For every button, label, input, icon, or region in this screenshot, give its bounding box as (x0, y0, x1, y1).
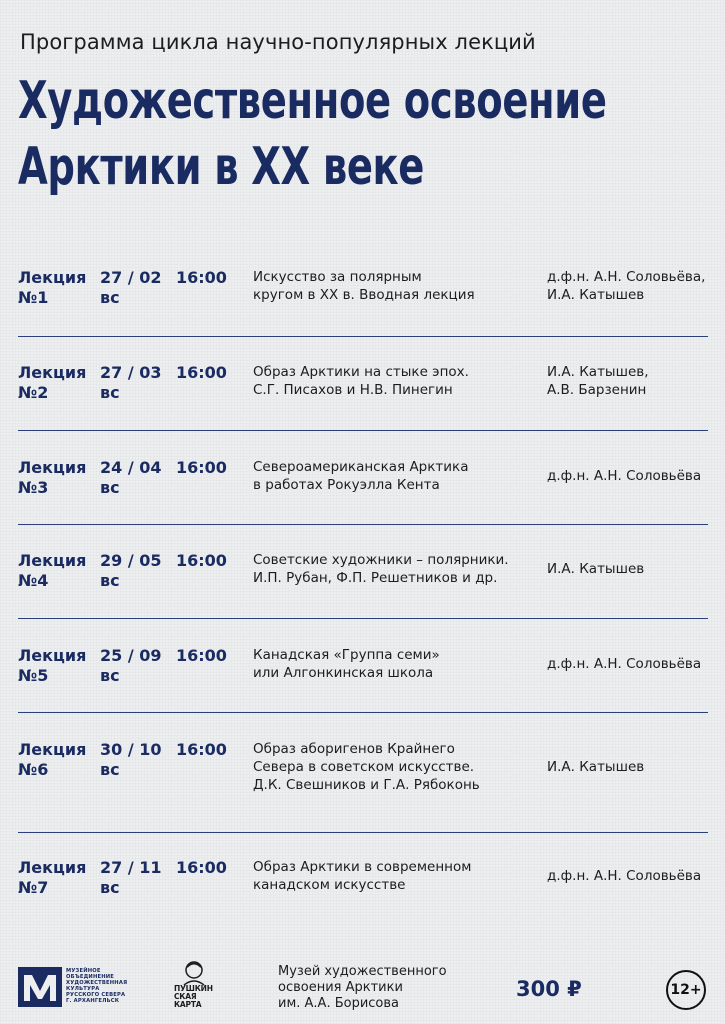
lecture-number (18, 458, 86, 498)
lecture-topic-line: в работах Рокуэлла Кента (253, 477, 440, 493)
lecture-date (100, 740, 162, 780)
divider (18, 336, 708, 337)
divider (18, 430, 708, 431)
page-title (18, 68, 669, 200)
pushkin-text-line: СКАЯ (174, 992, 197, 1001)
museum-name (278, 964, 447, 1012)
divider (18, 618, 708, 619)
lecture-speaker-line: д.ф.н. А.Н. Соловьёва, (547, 269, 706, 285)
lecture-index: №2 (18, 383, 49, 402)
lecture-speaker (547, 363, 712, 399)
logo-text-line: РУССКОГО СЕВЕРА (66, 992, 126, 998)
lecture-index: №7 (18, 878, 49, 897)
logo-text-line: ОБЪЕДИНЕНИЕ (66, 974, 115, 980)
lecture-number (18, 646, 86, 686)
lecture-date (100, 646, 162, 686)
logo-text-line: ХУДОЖЕСТВЕННАЯ (66, 980, 128, 986)
lecture-date (100, 458, 162, 498)
lecture-weekday: вс (100, 760, 120, 779)
lecture-topic-line: И.П. Рубан, Ф.П. Решетников и др. (253, 570, 498, 586)
lecture-index: №6 (18, 760, 49, 779)
lecture-topic-line: Искусство за полярным (253, 269, 422, 285)
lecture-weekday: вс (100, 478, 120, 497)
lecture-index: №1 (18, 288, 49, 307)
lecture-speaker-line: И.А. Катышев (547, 561, 645, 577)
lecture-time: 16:00 (176, 646, 227, 665)
lecture-index: №4 (18, 571, 49, 590)
lecture-time: 16:00 (176, 740, 227, 759)
lecture-weekday: вс (100, 878, 120, 897)
lecture-topic-line: Канадская «Группа семи» (253, 647, 440, 663)
lecture-label: Лекция (18, 363, 87, 382)
lecture-date-value: 27 / 02 (100, 268, 162, 287)
lecture-label: Лекция (18, 646, 87, 665)
logo-text-line: КУЛЬТУРА (66, 986, 100, 992)
lecture-date-value: 27 / 03 (100, 363, 162, 382)
lecture-index: №3 (18, 478, 49, 497)
lecture-speaker (547, 268, 712, 304)
museum-name-line: им. А.А. Борисова (278, 996, 400, 1011)
museum-name-line: освоения Арктики (278, 980, 403, 995)
lecture-weekday: вс (100, 666, 120, 685)
lecture-weekday: вс (100, 288, 120, 307)
pushkin-text-line: КАРТА (174, 1000, 202, 1009)
lecture-number (18, 858, 86, 898)
lecture-topic-line: Образ аборигенов Крайнего (253, 741, 455, 757)
divider (18, 712, 708, 713)
museum-logo-icon (18, 967, 62, 1007)
logo-text-line: Г. АРХАНГЕЛЬСК (66, 998, 120, 1004)
lecture-date (100, 551, 162, 591)
lecture-label: Лекция (18, 551, 87, 570)
lecture-speaker-line: д.ф.н. А.Н. Соловьёва (547, 868, 702, 884)
lecture-label: Лекция (18, 458, 87, 477)
lecture-date-value: 25 / 09 (100, 646, 162, 665)
subtitle: Программа цикла научно-популярных лекций (20, 30, 536, 54)
lecture-date-value: 30 / 10 (100, 740, 162, 759)
lecture-date (100, 363, 162, 403)
lecture-weekday: вс (100, 571, 120, 590)
lecture-topic (253, 363, 543, 399)
lecture-date (100, 858, 162, 898)
lecture-date-value: 29 / 05 (100, 551, 162, 570)
lecture-number (18, 363, 86, 403)
lecture-date-value: 27 / 11 (100, 858, 162, 877)
lecture-topic-line: кругом в XX в. Вводная лекция (253, 287, 475, 303)
lecture-topic-line: канадском искусстве (253, 877, 406, 893)
lecture-number (18, 551, 86, 591)
lecture-index: №5 (18, 666, 49, 685)
lecture-topic-line: Советские художники – полярники. (253, 552, 509, 568)
lecture-topic (253, 551, 543, 587)
lecture-date-value: 24 / 04 (100, 458, 162, 477)
pushkin-card-text (174, 985, 213, 1009)
logo-text-line: МУЗЕЙНОЕ (66, 968, 101, 974)
title-line-1: Художественное освоение (18, 71, 607, 131)
divider (18, 832, 708, 833)
lecture-time: 16:00 (176, 458, 227, 477)
lecture-number (18, 268, 86, 308)
lecture-label: Лекция (18, 268, 87, 287)
title-line-2: Арктики в XX веке (18, 137, 425, 197)
lecture-topic-line: Д.К. Свешников и Г.А. Рябоконь (253, 777, 480, 793)
lecture-speaker (547, 758, 712, 776)
lecture-speaker-line: И.А. Катышев, (547, 364, 649, 380)
lecture-date (100, 268, 162, 308)
lecture-topic (253, 646, 543, 682)
lecture-speaker (547, 560, 712, 578)
lecture-time: 16:00 (176, 551, 227, 570)
lecture-topic-line: Севера в советском искусстве. (253, 759, 475, 775)
price: 300 ₽ (516, 977, 582, 1001)
lecture-time: 16:00 (176, 363, 227, 382)
lecture-topic-line: С.Г. Писахов и Н.В. Пинегин (253, 382, 453, 398)
lecture-topic (253, 268, 543, 304)
lecture-number (18, 740, 86, 780)
lecture-label: Лекция (18, 858, 87, 877)
lecture-speaker-line: А.В. Барзенин (547, 382, 647, 398)
lecture-speaker-line: И.А. Катышев (547, 759, 645, 775)
lecture-topic (253, 740, 543, 794)
lecture-speaker-line: д.ф.н. А.Н. Соловьёва (547, 468, 702, 484)
lecture-topic (253, 858, 543, 894)
lecture-speaker (547, 467, 712, 485)
lecture-label: Лекция (18, 740, 87, 759)
lecture-time: 16:00 (176, 268, 227, 287)
museum-name-line: Музей художественного (278, 964, 447, 979)
lecture-topic-line: Образ Арктики в современном (253, 859, 472, 875)
lecture-weekday: вс (100, 383, 120, 402)
lecture-speaker (547, 867, 712, 885)
pushkin-text-line: ПУШКИН (174, 984, 213, 993)
museum-logo-text (66, 968, 127, 1004)
lecture-speaker-line: д.ф.н. А.Н. Соловьёва (547, 656, 702, 672)
lecture-topic-line: или Алгонкинская школа (253, 665, 434, 681)
lecture-time: 16:00 (176, 858, 227, 877)
footer (0, 955, 725, 1015)
lecture-speaker-line: И.А. Катышев (547, 287, 645, 303)
lecture-topic-line: Североамериканская Арктика (253, 459, 469, 475)
lecture-topic (253, 458, 543, 494)
divider (18, 524, 708, 525)
lecture-topic-line: Образ Арктики на стыке эпох. (253, 364, 469, 380)
age-rating-badge: 12+ (666, 970, 706, 1010)
lecture-speaker (547, 655, 712, 673)
